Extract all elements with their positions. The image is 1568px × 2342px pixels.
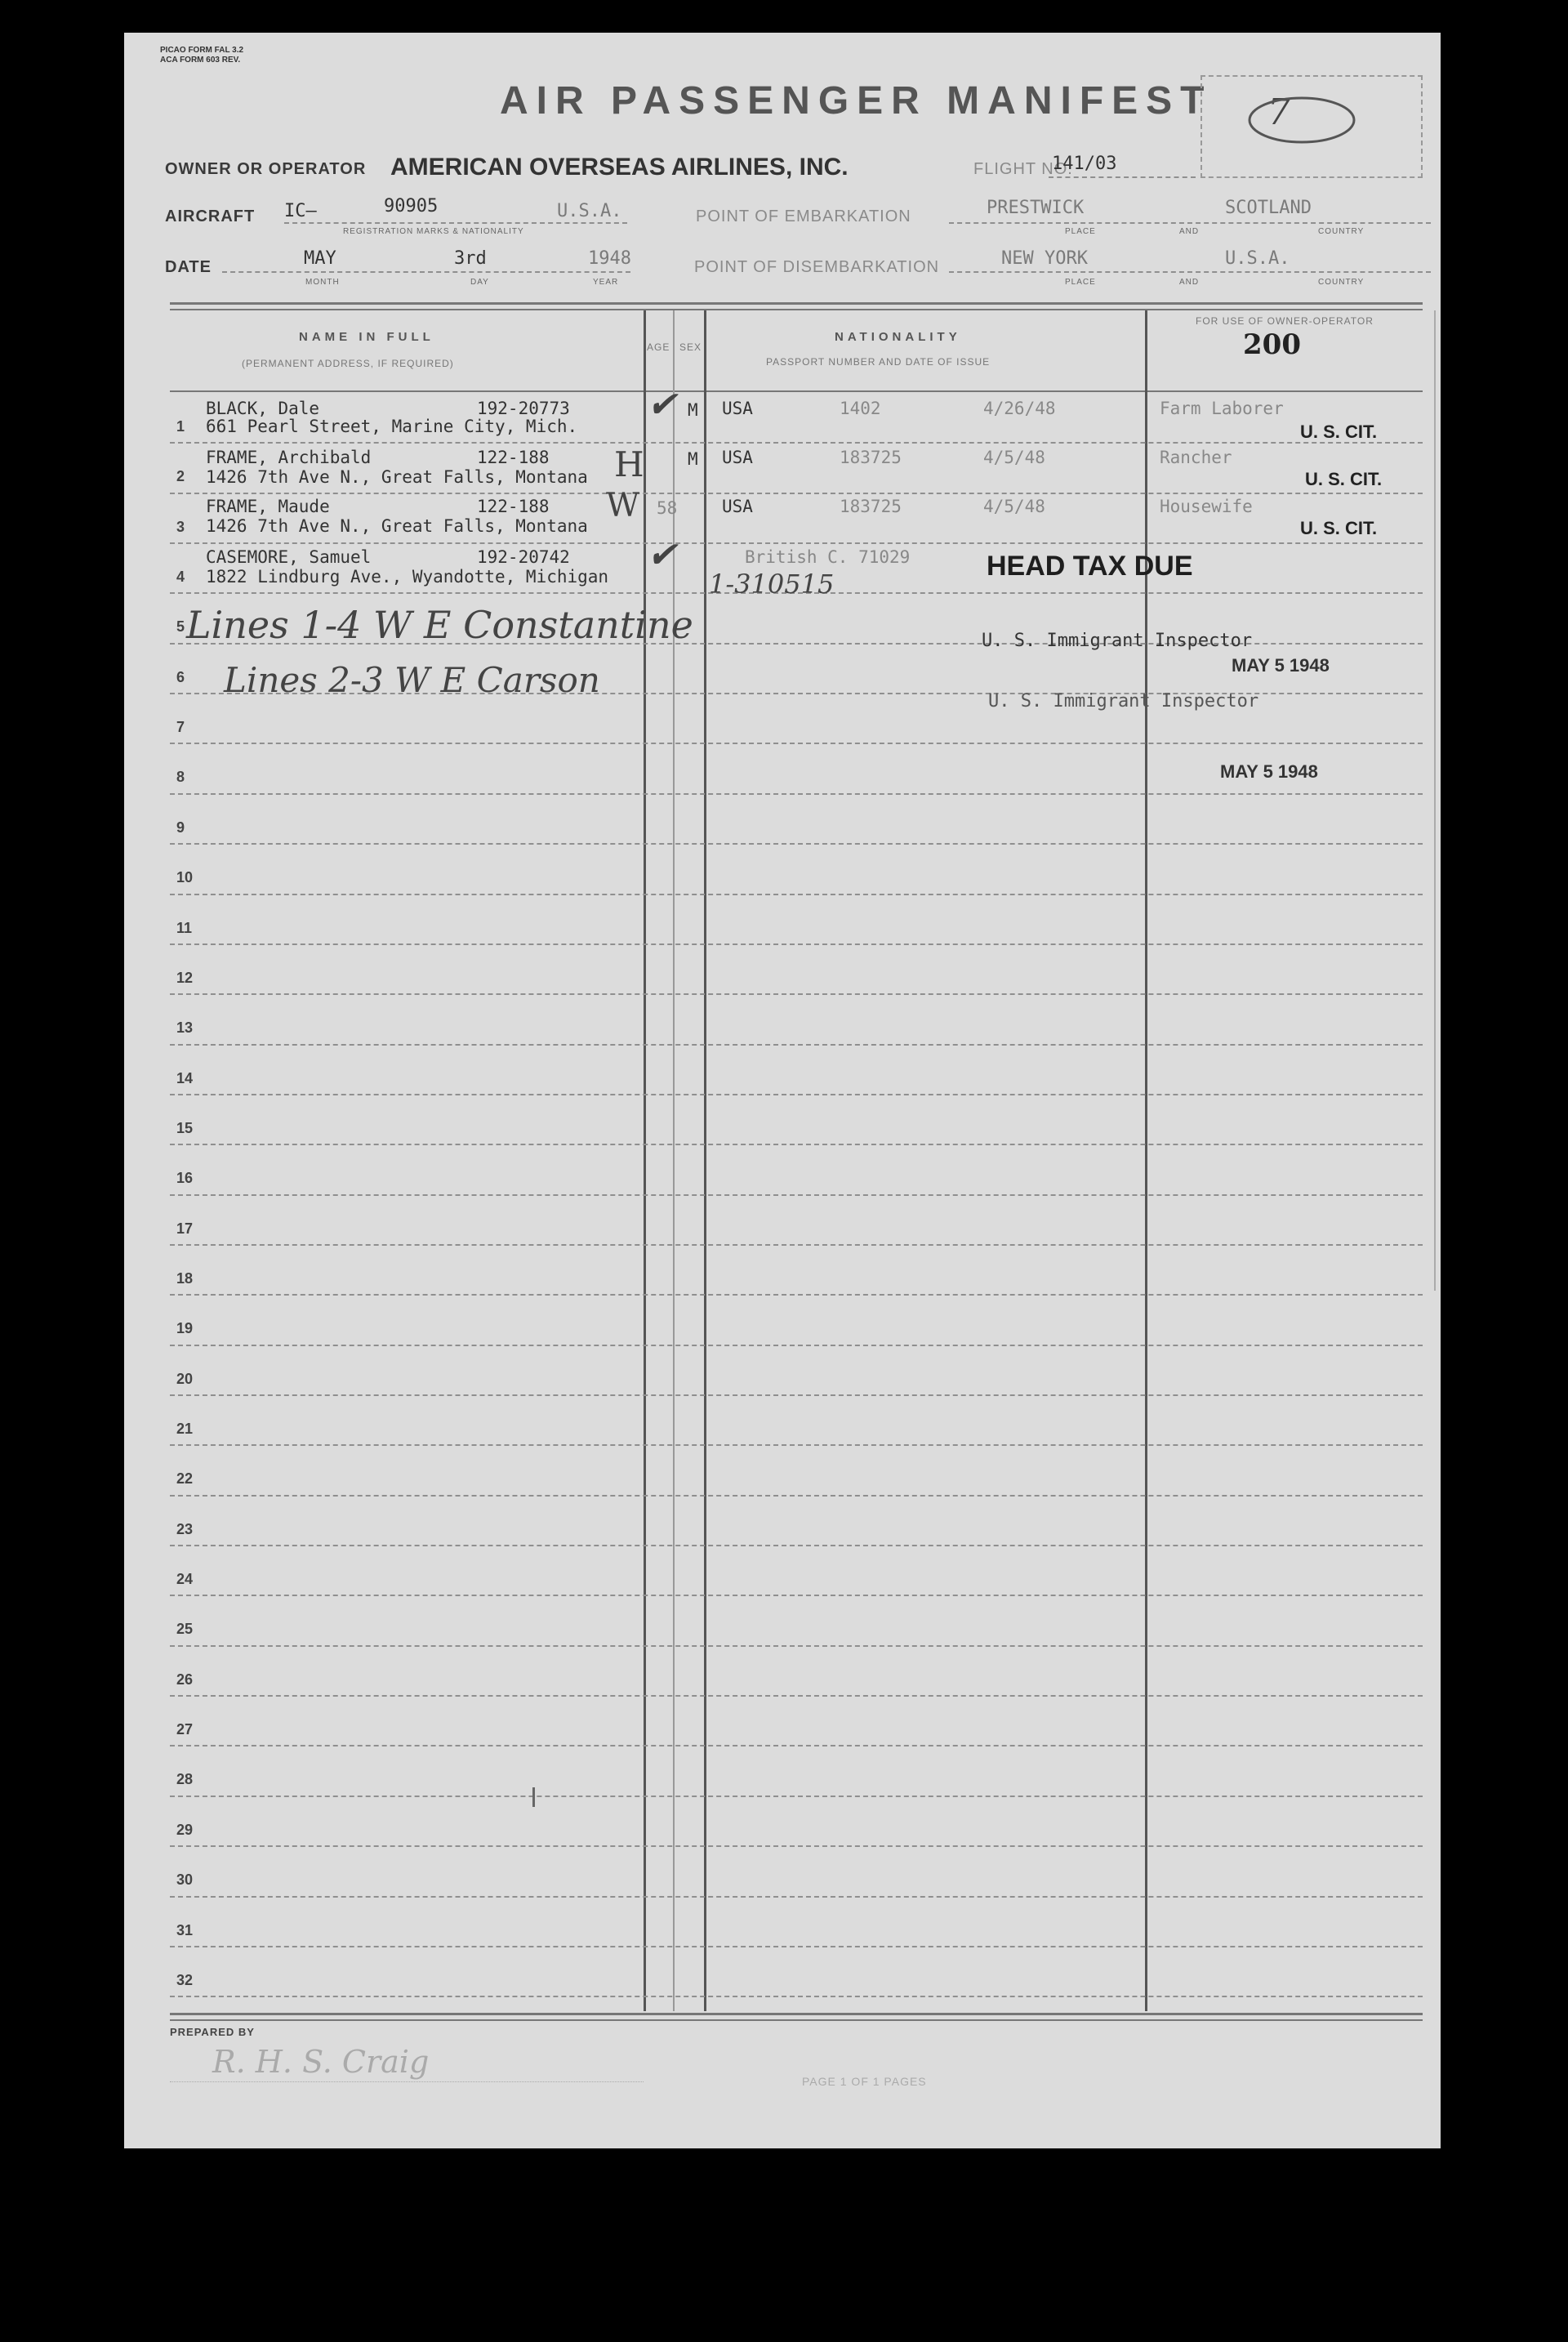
col-name-title: NAME IN FULL	[299, 330, 434, 344]
aircraft-label: AIRCRAFT	[165, 207, 256, 225]
row-line	[170, 843, 1423, 845]
row-number: 7	[176, 719, 185, 736]
row-number: 29	[176, 1821, 194, 1838]
row-number: 18	[176, 1269, 194, 1287]
row-line	[170, 1094, 1423, 1095]
row-line	[170, 1946, 1423, 1947]
row3-number: 122-188	[477, 497, 550, 516]
row-number: 2	[176, 468, 185, 485]
row1-citizen: U. S. CIT.	[1300, 422, 1378, 442]
row-line	[170, 493, 1423, 494]
row2-passport: 183725	[840, 448, 902, 467]
row2-number: 122-188	[477, 448, 550, 467]
form-number-line-2: ACA FORM 603 REV.	[160, 56, 241, 65]
country-caption-2: COUNTRY	[1318, 278, 1365, 287]
embarkation-place: PRESTWICK	[987, 198, 1085, 218]
handwritten-line-6: Lines 2-3 W E Carson	[224, 660, 600, 700]
col-nationality-sub: PASSPORT NUMBER AND DATE OF ISSUE	[766, 356, 991, 368]
row4-handwritten: 1-310515	[709, 569, 835, 600]
row-number: 28	[176, 1771, 194, 1788]
row2-issue: 4/5/48	[983, 448, 1045, 467]
row-number: 22	[176, 1470, 194, 1488]
row-number: 13	[176, 1019, 194, 1037]
embarkation-label: POINT OF EMBARKATION	[696, 207, 911, 225]
date-year: 1948	[588, 248, 631, 269]
row1-passport: 1402	[840, 399, 881, 418]
row-line	[170, 1144, 1423, 1145]
row-line	[170, 793, 1423, 795]
row-number: 6	[176, 668, 185, 685]
row3-issue: 4/5/48	[983, 497, 1045, 516]
row-line	[170, 993, 1423, 995]
aircraft-registration: 90905	[384, 196, 439, 216]
row-line	[170, 1545, 1423, 1546]
flight-value: 141/03	[1052, 154, 1117, 174]
prepared-signature: R. H. S. Craig	[212, 2044, 430, 2080]
row-number: 16	[176, 1170, 194, 1187]
row4-name: CASEMORE, Samuel	[206, 547, 372, 567]
col-nationality-title: NATIONALITY	[835, 330, 961, 344]
row3-mark: W	[606, 487, 640, 524]
row2-nationality: USA	[722, 448, 753, 467]
row3-address: 1426 7th Ave N., Great Falls, Montana	[206, 516, 588, 536]
row-number: 12	[176, 969, 194, 986]
row2-citizen: U. S. CIT.	[1305, 469, 1383, 489]
page-mark-circle	[1245, 93, 1359, 147]
date-day: 3rd	[454, 248, 487, 269]
row3-passport: 183725	[840, 497, 902, 516]
registration-caption: REGISTRATION MARKS & NATIONALITY	[343, 227, 524, 236]
row3-nationality: USA	[722, 497, 753, 516]
row1-issue: 4/26/48	[983, 399, 1056, 418]
row-line	[170, 1695, 1423, 1697]
row2-sex: M	[688, 449, 698, 469]
page-mark: 7	[1267, 91, 1290, 133]
inspector-date-1: MAY 5 1948	[1232, 655, 1330, 676]
row1-check: ✔	[647, 384, 677, 426]
form-number-line-1: PICAO FORM FAL 3.2	[160, 46, 244, 55]
month-caption: MONTH	[305, 278, 340, 287]
row4-check: ✔	[647, 534, 677, 576]
row3-citizen: U. S. CIT.	[1300, 518, 1378, 538]
row-line	[170, 1495, 1423, 1497]
owner-value: AMERICAN OVERSEAS AIRLINES, INC.	[390, 154, 849, 181]
row-number: 1	[176, 418, 185, 435]
aircraft-prefix: IC—	[284, 201, 317, 221]
row1-address: 661 Pearl Street, Marine City, Mich.	[206, 417, 578, 436]
row-number: 19	[176, 1320, 194, 1337]
and-caption-1: AND	[1179, 227, 1200, 236]
disembarkation-place: NEW YORK	[1001, 248, 1088, 269]
row-number: 17	[176, 1220, 194, 1237]
owner-label: OWNER OR OPERATOR	[165, 160, 367, 178]
head-tax-due-stamp: HEAD TAX DUE	[987, 551, 1193, 582]
row4-number: 192-20742	[477, 547, 570, 567]
row1-sex: M	[688, 400, 698, 420]
row-line	[170, 894, 1423, 895]
row-line	[170, 1444, 1423, 1446]
row-number: 3	[176, 518, 185, 535]
col-name-sub: (PERMANENT ADDRESS, IF REQUIRED)	[242, 358, 454, 369]
row-number: 9	[176, 819, 185, 836]
and-caption-2: AND	[1179, 278, 1200, 287]
row1-name: BLACK, Dale	[206, 399, 320, 418]
disembarkation-country: U.S.A.	[1225, 248, 1290, 269]
row-number: 32	[176, 1971, 194, 1988]
row-number: 21	[176, 1421, 194, 1437]
row-number: 20	[176, 1370, 194, 1387]
row-line	[170, 943, 1423, 945]
row-number: 25	[176, 1621, 194, 1638]
row-line	[170, 1294, 1423, 1296]
row3-occupation: Housewife	[1160, 497, 1253, 516]
row-line	[170, 1244, 1423, 1246]
row-number: 15	[176, 1119, 194, 1136]
row2-mark: H	[614, 444, 644, 484]
col-sex: SEX	[679, 341, 702, 353]
col-age: AGE	[647, 341, 670, 353]
row-line	[170, 1595, 1423, 1596]
row-number: 31	[176, 1921, 194, 1938]
row4-nationality: British C. 71029	[745, 547, 911, 567]
row-line	[170, 1796, 1423, 1797]
disembarkation-label: POINT OF DISEMBARKATION	[694, 258, 940, 276]
day-caption: DAY	[470, 278, 489, 287]
row-line	[170, 1645, 1423, 1647]
aircraft-nationality: U.S.A.	[557, 201, 622, 221]
country-caption-1: COUNTRY	[1318, 227, 1365, 236]
page-title: AIR PASSENGER MANIFEST	[500, 79, 1213, 123]
row1-nationality: USA	[722, 399, 753, 418]
row-line	[170, 1345, 1423, 1346]
col-owner-use: FOR USE OF OWNER-OPERATOR	[1196, 315, 1374, 327]
handwritten-line-5: Lines 1-4 W E Constantine	[186, 603, 693, 647]
row1-number: 192-20773	[477, 399, 570, 418]
row-line	[170, 1394, 1423, 1396]
date-label: DATE	[165, 258, 212, 276]
row-number: 10	[176, 869, 194, 886]
row-line	[170, 1194, 1423, 1196]
row-number: 4	[176, 569, 185, 586]
row2-occupation: Rancher	[1160, 448, 1232, 467]
row-number: 23	[176, 1520, 194, 1537]
row-line	[170, 1745, 1423, 1746]
row-line	[170, 1044, 1423, 1046]
owner-use-value: 200	[1243, 328, 1301, 361]
row-line	[170, 1996, 1423, 1997]
row-line	[170, 1845, 1423, 1847]
inspector-stamp-1: U. S. Immigrant Inspector	[982, 631, 1253, 651]
row-number: 8	[176, 769, 185, 786]
row-number: 26	[176, 1671, 194, 1688]
manifest-sheet	[124, 33, 1441, 2148]
inspector-date-2: MAY 5 1948	[1220, 761, 1318, 782]
row1-occupation: Farm Laborer	[1160, 399, 1284, 418]
row-line	[170, 743, 1423, 744]
date-month: MAY	[304, 248, 336, 269]
row4-address: 1822 Lindburg Ave., Wyandotte, Michigan	[206, 567, 609, 587]
row-number: 24	[176, 1571, 194, 1588]
flight-label: FLIGHT NO.	[973, 160, 1073, 178]
prepared-label: PREPARED BY	[170, 2026, 255, 2038]
place-caption-1: PLACE	[1065, 227, 1096, 236]
row-line	[170, 442, 1423, 444]
row-number: 30	[176, 1871, 194, 1889]
row-number: 5	[176, 618, 185, 636]
embarkation-country: SCOTLAND	[1225, 198, 1312, 218]
row3-name: FRAME, Maude	[206, 497, 330, 516]
row-number: 14	[176, 1069, 194, 1086]
page-count: PAGE 1 OF 1 PAGES	[802, 2075, 927, 2088]
inspector-stamp-2: U. S. Immigrant Inspector	[988, 691, 1259, 712]
row3-age: 58	[657, 498, 678, 518]
row-line	[170, 1896, 1423, 1898]
row2-name: FRAME, Archibald	[206, 448, 372, 467]
place-caption-2: PLACE	[1065, 278, 1096, 287]
row2-address: 1426 7th Ave N., Great Falls, Montana	[206, 467, 588, 487]
row-line	[170, 542, 1423, 544]
row-number: 27	[176, 1721, 194, 1738]
year-caption: YEAR	[593, 278, 619, 287]
row-number: 11	[176, 919, 193, 936]
